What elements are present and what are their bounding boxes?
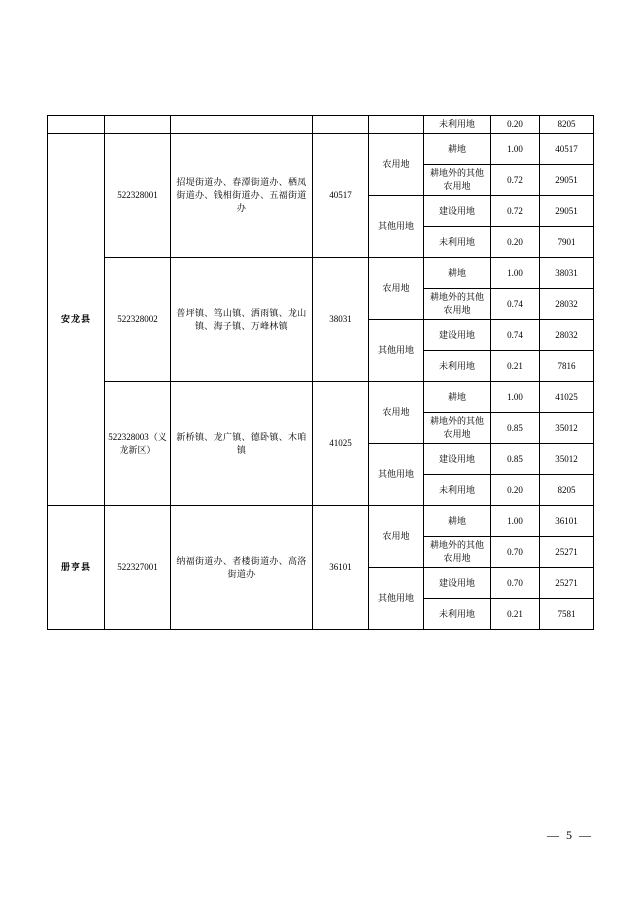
cell-code-empty [105, 116, 171, 134]
cell-county-cengheng: 册亨县 [48, 506, 105, 630]
cell-value: 25271 [540, 568, 594, 599]
cell-coefficient: 0.21 [491, 351, 540, 382]
cell-towns-522328001: 招堤街道办、春潭街道办、栖凤街道办、钱相街道办、五福街道办 [171, 134, 313, 258]
cell-coefficient: 0.72 [491, 165, 540, 196]
cell-category-agricultural: 农用地 [369, 382, 424, 444]
cell-value: 35012 [540, 444, 594, 475]
cell-total-522328001: 40517 [313, 134, 369, 258]
cell-category-other: 其他用地 [369, 196, 424, 258]
cell-value: 28032 [540, 289, 594, 320]
cell-value: 8205 [540, 475, 594, 506]
cell-subcategory: 耕地 [424, 382, 491, 413]
cell-value: 7901 [540, 227, 594, 258]
cell-coefficient: 0.70 [491, 537, 540, 568]
cell-subcategory: 建设用地 [424, 320, 491, 351]
cell-subcategory: 耕地 [424, 134, 491, 165]
cell-subcategory: 建设用地 [424, 568, 491, 599]
cell-coefficient: 1.00 [491, 134, 540, 165]
cell-subcategory: 耕地 [424, 258, 491, 289]
cell-subcategory: 未利用地 [424, 227, 491, 258]
cell-coefficient: 0.74 [491, 289, 540, 320]
cell-total-522328003: 41025 [313, 382, 369, 506]
cell-value: 28032 [540, 320, 594, 351]
cell-code-522328002: 522328002 [105, 258, 171, 382]
table-row [48, 134, 594, 165]
cell-subcategory: 耕地外的其他农用地 [424, 537, 491, 568]
cell-category-empty [369, 116, 424, 134]
cell-coefficient: 0.70 [491, 568, 540, 599]
cell-category-agricultural: 农用地 [369, 258, 424, 320]
table-row [48, 258, 594, 289]
cell-subcategory: 未利用地 [424, 599, 491, 630]
cell-value: 7816 [540, 351, 594, 382]
cell-code-522328003: 522328003（义龙新区） [105, 382, 171, 506]
cell-category-agricultural: 农用地 [369, 506, 424, 568]
cell-subcategory: 耕地外的其他农用地 [424, 413, 491, 444]
page-number: — 5 — [547, 828, 593, 842]
cell-value: 8205 [540, 116, 594, 134]
cell-code-522327001: 522327001 [105, 506, 171, 630]
cell-towns-522327001: 纳福街道办、者楼街道办、高洛街道办 [171, 506, 313, 630]
cell-subcategory: 未利用地 [424, 475, 491, 506]
cell-coefficient: 0.85 [491, 413, 540, 444]
cell-category-other: 其他用地 [369, 444, 424, 506]
land-coefficient-table-wrapper [47, 115, 593, 630]
land-coefficient-table [47, 115, 594, 630]
cell-coefficient: 1.00 [491, 258, 540, 289]
cell-county-empty [48, 116, 105, 134]
cell-value: 25271 [540, 537, 594, 568]
cell-code-522328001: 522328001 [105, 134, 171, 258]
cell-value: 7581 [540, 599, 594, 630]
cell-coefficient: 0.21 [491, 599, 540, 630]
cell-value: 41025 [540, 382, 594, 413]
cell-subcategory: 未利用地 [424, 351, 491, 382]
cell-value: 38031 [540, 258, 594, 289]
cell-total-522327001: 36101 [313, 506, 369, 630]
cell-coefficient: 0.20 [491, 227, 540, 258]
cell-value: 40517 [540, 134, 594, 165]
cell-value: 36101 [540, 506, 594, 537]
cell-total-522328002: 38031 [313, 258, 369, 382]
cell-value: 35012 [540, 413, 594, 444]
cell-towns-522328003: 新桥镇、龙广镇、德卧镇、木咱镇 [171, 382, 313, 506]
cell-towns-empty [171, 116, 313, 134]
cell-value: 29051 [540, 165, 594, 196]
cell-coefficient: 0.85 [491, 444, 540, 475]
cell-total-empty [313, 116, 369, 134]
cell-coefficient: 0.72 [491, 196, 540, 227]
cell-subcategory: 建设用地 [424, 444, 491, 475]
cell-subcategory: 耕地 [424, 506, 491, 537]
table-row [48, 116, 594, 134]
cell-coefficient: 1.00 [491, 382, 540, 413]
cell-subcategory: 耕地外的其他农用地 [424, 165, 491, 196]
cell-subcategory: 耕地外的其他农用地 [424, 289, 491, 320]
cell-coefficient: 0.74 [491, 320, 540, 351]
table-row [48, 382, 594, 413]
cell-category-other: 其他用地 [369, 568, 424, 630]
cell-subcategory: 建设用地 [424, 196, 491, 227]
cell-coefficient: 0.20 [491, 475, 540, 506]
cell-county-anlong: 安龙县 [48, 134, 105, 506]
cell-subcategory: 未利用地 [424, 116, 491, 134]
cell-value: 29051 [540, 196, 594, 227]
cell-coefficient: 1.00 [491, 506, 540, 537]
cell-category-agricultural: 农用地 [369, 134, 424, 196]
table-row [48, 506, 594, 537]
cell-coefficient: 0.20 [491, 116, 540, 134]
cell-category-other: 其他用地 [369, 320, 424, 382]
cell-towns-522328002: 普坪镇、笃山镇、洒雨镇、龙山镇、海子镇、万峰林镇 [171, 258, 313, 382]
